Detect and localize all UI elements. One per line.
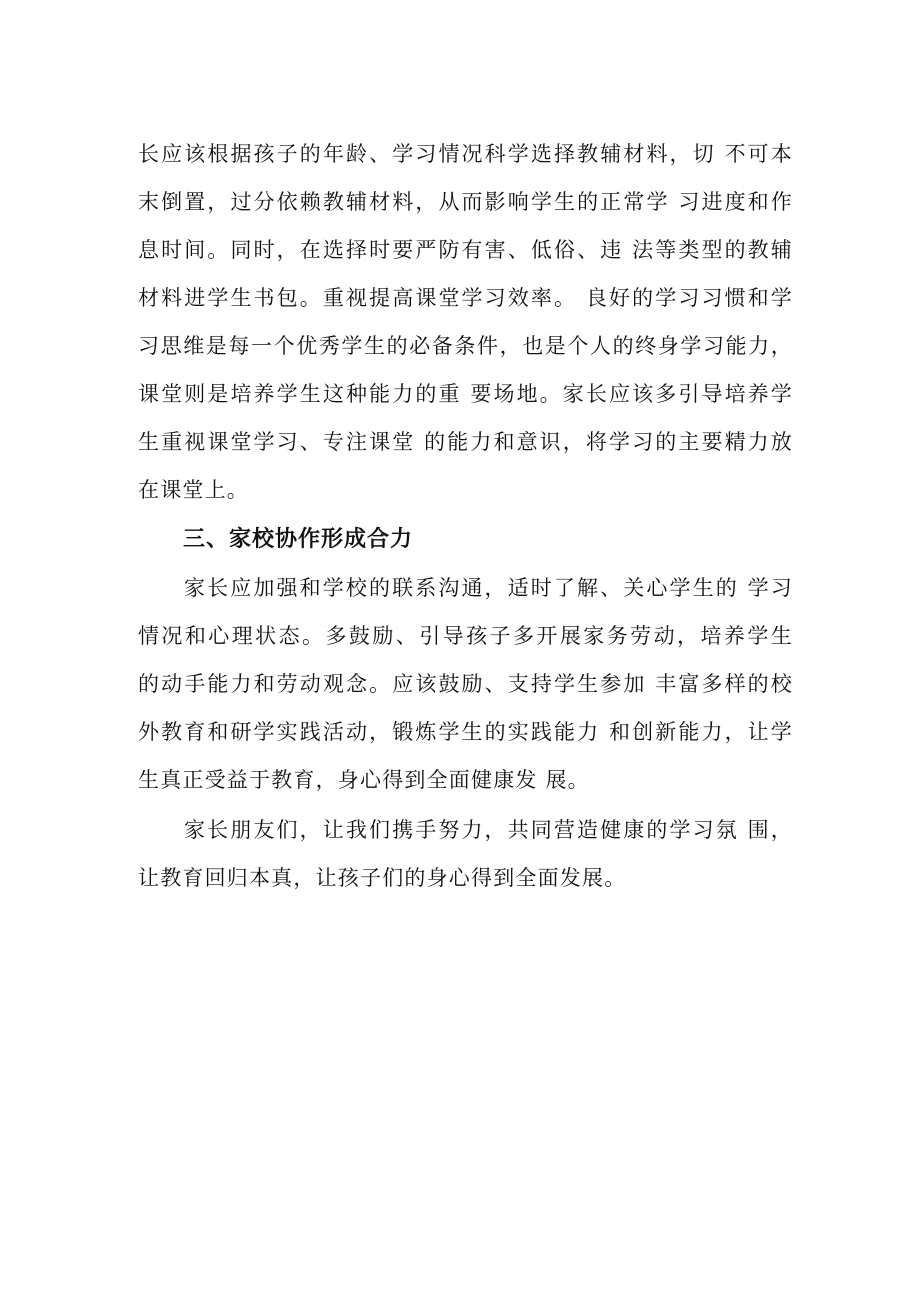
text-line: 在课堂上。: [138, 478, 249, 502]
text-line: 生重视课堂学习、专注课堂 的能力和意识，将学习的主要精力放: [138, 430, 793, 454]
text-line: 情况和心理状态。多鼓励、引导孩子多开展家务劳动，培养学生: [138, 624, 793, 648]
text-line: 生真正受益于教育，身心得到全面健康发 展。: [138, 768, 590, 792]
text-line: 息时间。同时，在选择时要严防有害、低俗、违 法等类型的教辅: [138, 238, 793, 262]
text-line: 课堂则是培养学生这种能力的重 要场地。家长应该多引导培养学: [138, 382, 793, 406]
text-line: 材料进学生书包。重视提高课堂学习效率。 良好的学习习惯和学: [138, 286, 793, 310]
text-line: 让教育回归本真，让孩子们的身心得到全面发展。: [138, 866, 627, 890]
text-line: 的动手能力和劳动观念。应该鼓励、支持学生参加 丰富多样的校: [138, 672, 793, 696]
text-line: 习思维是每一个优秀学生的必备条件，也是个人的终身学习能力，: [138, 334, 793, 358]
text-line-first: 家长朋友们，让我们携手努力，共同营造健康的学习氛 围，: [184, 818, 793, 842]
text-line: 外教育和研学实践活动，锻炼学生的实践能力 和创新能力，让学: [138, 720, 793, 744]
text-line: 长应该根据孩子的年龄、学习情况科学选择教辅材料，切 不可本: [138, 142, 793, 166]
paragraph-cooperation: [138, 564, 793, 804]
text-line-first: 家长应加强和学校的联系沟通，适时了解、关心学生的 学习: [184, 576, 793, 600]
paragraph-closing: [138, 806, 793, 902]
text-line: 末倒置，过分依赖教辅材料，从而影响学生的正常学 习进度和作: [138, 190, 793, 214]
paragraph-continued: [138, 130, 793, 514]
section-heading: 三、家校协作形成合力: [183, 527, 414, 552]
